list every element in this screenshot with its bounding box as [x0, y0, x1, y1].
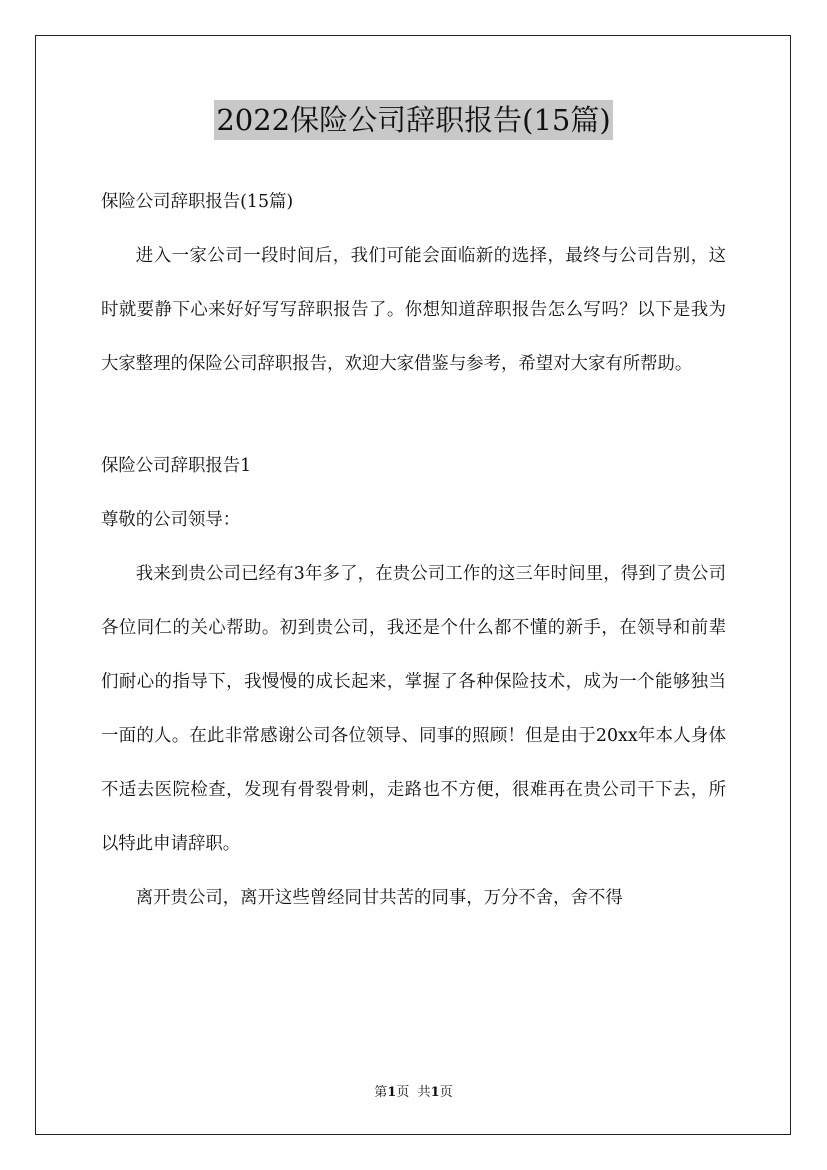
intro-paragraph: 进入一家公司一段时间后，我们可能会面临新的选择，最终与公司告别，这时就要静下心来好好写写辞职报告了。你想知道辞职报告怎么写吗？以下是我为大家整理的保险公司辞职报告，欢迎大家借鉴与参考，希望对大家有所帮助。 — [101, 246, 726, 374]
document-subtitle: 保险公司辞职报告(15篇) — [101, 192, 294, 212]
footer-page-prefix: 第 — [374, 1085, 388, 1100]
footer-total-prefix: 共 — [417, 1085, 431, 1100]
footer-page-number: 1 — [387, 1085, 397, 1100]
body-paragraph-1: 我来到贵公司已经有3年多了，在贵公司工作的这三年时间里，得到了贵公司各位同仁的关心帮助。初到贵公司，我还是个什么都不懂的新手，在领导和前辈们耐心的指导下，我慢慢的成长起来，掌握了各种保险技术，成为一个能够独当一面的人。在此非常感谢公司各位领导、同事的照顾！但是由于20xx年本人身体不适去医院检查，发现有骨裂骨刺，走路也不方便，很难再在贵公司干下去，所以特此申请辞职。 — [101, 564, 726, 854]
page-footer — [0, 1084, 827, 1102]
footer-total-suffix: 页 — [439, 1085, 453, 1100]
body-paragraph-2: 离开贵公司，离开这些曾经同甘共苦的同事，万分不舍，舍不得 — [135, 888, 623, 908]
document-title: 2022保险公司辞职报告(15篇) — [214, 100, 612, 140]
paragraph-gap — [101, 391, 726, 439]
title-container — [0, 100, 827, 140]
footer-total-number: 1 — [430, 1085, 440, 1100]
document-body — [101, 175, 726, 925]
salutation: 尊敬的公司领导： — [101, 510, 241, 530]
footer-page-suffix: 页 — [396, 1085, 410, 1100]
section-heading: 保险公司辞职报告1 — [101, 456, 252, 476]
